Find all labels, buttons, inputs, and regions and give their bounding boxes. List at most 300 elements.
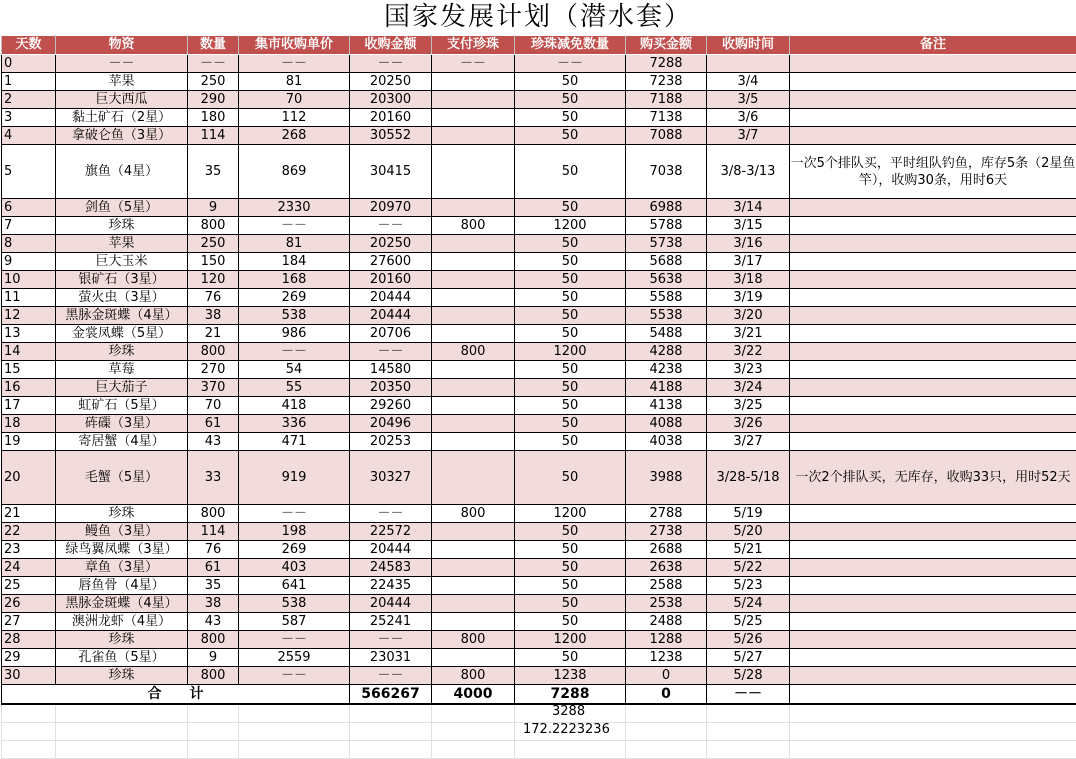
cell-pearl[interactable] [432,199,515,217]
cell-amount[interactable]: 22435 [350,577,432,595]
cell-amount[interactable]: 20250 [350,235,432,253]
cell-buy[interactable]: 5738 [626,235,707,253]
cell-qty[interactable]: 270 [188,361,239,379]
cell-item[interactable]: 巨大茄子 [56,379,188,397]
total-amount[interactable]: 566267 [350,685,432,705]
empty-cell[interactable] [626,704,707,723]
cell-qty[interactable]: 76 [188,541,239,559]
cell-date[interactable]: 3/8-3/13 [707,145,790,199]
cell-note[interactable] [790,613,1076,631]
cell-date[interactable]: 3/27 [707,433,790,451]
cell-buy[interactable]: 3988 [626,451,707,505]
cell-amount[interactable]: 23031 [350,649,432,667]
cell-pearl[interactable] [432,379,515,397]
cell-note[interactable] [790,55,1076,73]
footer-value-1[interactable]: 3288 [552,704,585,719]
cell-buy[interactable]: 0 [626,667,707,685]
cell-price[interactable]: 269 [239,289,350,307]
cell-note[interactable] [790,73,1076,91]
cell-pearl[interactable] [432,91,515,109]
cell-date[interactable]: 3/28-5/18 [707,451,790,505]
cell-item[interactable]: 珍珠 [56,631,188,649]
cell-pearl[interactable] [432,271,515,289]
cell-qty[interactable]: 76 [188,289,239,307]
cell-pearl[interactable] [432,559,515,577]
cell-reduce[interactable]: 50 [515,397,626,415]
cell-amount[interactable]: 25241 [350,613,432,631]
cell-reduce[interactable]: 50 [515,595,626,613]
cell-day[interactable]: 8 [2,235,56,253]
cell-note[interactable] [790,667,1076,685]
cell-note[interactable] [790,307,1076,325]
cell-date[interactable]: 5/23 [707,577,790,595]
empty-cell[interactable] [432,741,515,759]
empty-cell[interactable] [2,741,56,759]
cell-item[interactable]: 草莓 [56,361,188,379]
header-reduce[interactable]: 珍珠减免数量 [515,36,626,55]
cell-date[interactable]: 3/19 [707,289,790,307]
cell-note[interactable] [790,199,1076,217]
cell-buy[interactable]: 5688 [626,253,707,271]
cell-day[interactable]: 6 [2,199,56,217]
cell-buy[interactable]: 4088 [626,415,707,433]
cell-price[interactable]: 418 [239,397,350,415]
header-pearl[interactable]: 支付珍珠 [432,36,515,55]
cell-date[interactable] [707,55,790,73]
header-note[interactable]: 备注 [790,36,1076,55]
cell-reduce[interactable]: 1200 [515,631,626,649]
cell-buy[interactable]: 2538 [626,595,707,613]
cell-pearl[interactable] [432,253,515,271]
cell-pearl[interactable] [432,109,515,127]
cell-pearl[interactable] [432,433,515,451]
cell-date[interactable]: 3/7 [707,127,790,145]
cell-date[interactable]: 5/22 [707,559,790,577]
cell-reduce[interactable]: 50 [515,541,626,559]
cell-item[interactable]: 黑脉金斑蝶（4星） [56,307,188,325]
cell-reduce[interactable]: 50 [515,415,626,433]
cell-day[interactable]: 5 [2,145,56,199]
cell-note[interactable] [790,253,1076,271]
cell-price[interactable]: 55 [239,379,350,397]
cell-price[interactable]: 268 [239,127,350,145]
cell-date[interactable]: 3/22 [707,343,790,361]
cell-amount[interactable]: 20250 [350,73,432,91]
cell-price[interactable]: 919 [239,451,350,505]
cell-buy[interactable]: 4138 [626,397,707,415]
cell-date[interactable]: 3/5 [707,91,790,109]
cell-item[interactable]: 拿破仑鱼（3星） [56,127,188,145]
cell-buy[interactable]: 7238 [626,73,707,91]
cell-date[interactable]: 5/27 [707,649,790,667]
cell-pearl[interactable]: 800 [432,667,515,685]
cell-item[interactable]: 鳗鱼（3星） [56,523,188,541]
empty-cell[interactable] [188,741,239,759]
cell-reduce[interactable]: 50 [515,199,626,217]
cell-qty[interactable]: 114 [188,523,239,541]
cell-amount[interactable]: 20496 [350,415,432,433]
cell-note[interactable] [790,397,1076,415]
cell-buy[interactable]: 7138 [626,109,707,127]
cell-qty[interactable]: 250 [188,235,239,253]
cell-reduce[interactable]: 50 [515,613,626,631]
total-label[interactable]: 合 计 [2,685,350,705]
cell-note[interactable] [790,649,1076,667]
cell-day[interactable]: 2 [2,91,56,109]
cell-date[interactable]: 3/16 [707,235,790,253]
cell-buy[interactable]: 4288 [626,343,707,361]
cell-buy[interactable]: 2688 [626,541,707,559]
empty-cell[interactable] [790,741,1076,759]
cell-note[interactable] [790,523,1076,541]
cell-pearl[interactable] [432,415,515,433]
cell-pearl[interactable] [432,361,515,379]
cell-date[interactable]: 3/15 [707,217,790,235]
cell-reduce[interactable]: 50 [515,433,626,451]
cell-note[interactable] [790,415,1076,433]
cell-pearl[interactable] [432,145,515,199]
empty-cell[interactable] [239,741,350,759]
cell-item[interactable]: －－ [56,55,188,73]
cell-item[interactable]: 毛蟹（5星） [56,451,188,505]
cell-pearl[interactable] [432,541,515,559]
cell-price[interactable]: －－ [239,55,350,73]
cell-note[interactable] [790,379,1076,397]
cell-amount[interactable]: 27600 [350,253,432,271]
cell-item[interactable]: 唇鱼骨（4星） [56,577,188,595]
cell-qty[interactable]: 370 [188,379,239,397]
footer-value-2[interactable]: 172.2223236 [523,722,610,737]
cell-pearl[interactable] [432,523,515,541]
cell-pearl[interactable]: 800 [432,631,515,649]
cell-note[interactable] [790,505,1076,523]
cell-price[interactable]: 986 [239,325,350,343]
header-item[interactable]: 物资 [56,36,188,55]
cell-buy[interactable]: 2588 [626,577,707,595]
cell-pearl[interactable] [432,73,515,91]
cell-date[interactable]: 3/23 [707,361,790,379]
cell-qty[interactable]: 21 [188,325,239,343]
header-date[interactable]: 收购时间 [707,36,790,55]
cell-item[interactable]: 虹矿石（5星） [56,397,188,415]
cell-buy[interactable]: 6988 [626,199,707,217]
empty-cell[interactable] [515,741,626,759]
cell-price[interactable]: 168 [239,271,350,289]
cell-price[interactable]: 2330 [239,199,350,217]
cell-amount[interactable]: 30327 [350,451,432,505]
cell-note[interactable] [790,361,1076,379]
cell-qty[interactable]: 9 [188,199,239,217]
cell-reduce[interactable]: 50 [515,145,626,199]
cell-note[interactable] [790,433,1076,451]
cell-qty[interactable]: 800 [188,217,239,235]
cell-note[interactable] [790,541,1076,559]
cell-reduce[interactable]: 50 [515,559,626,577]
cell-amount[interactable]: 20444 [350,595,432,613]
cell-price[interactable]: 112 [239,109,350,127]
cell-pearl[interactable]: 800 [432,505,515,523]
cell-buy[interactable]: 2788 [626,505,707,523]
cell-reduce[interactable]: 50 [515,289,626,307]
cell-day[interactable]: 30 [2,667,56,685]
cell-note[interactable] [790,325,1076,343]
cell-item[interactable]: 银矿石（3星） [56,271,188,289]
cell-item[interactable]: 章鱼（3星） [56,559,188,577]
cell-qty[interactable]: 800 [188,631,239,649]
cell-item[interactable]: 黑脉金斑蝶（4星） [56,595,188,613]
cell-note[interactable] [790,217,1076,235]
empty-cell[interactable] [239,704,350,723]
cell-qty[interactable]: 35 [188,577,239,595]
cell-note[interactable] [790,109,1076,127]
cell-qty[interactable]: 38 [188,595,239,613]
cell-pearl[interactable] [432,235,515,253]
cell-day[interactable]: 12 [2,307,56,325]
cell-reduce[interactable]: 1200 [515,343,626,361]
cell-buy[interactable]: 5638 [626,271,707,289]
cell-pearl[interactable] [432,289,515,307]
cell-date[interactable]: 3/14 [707,199,790,217]
cell-price[interactable]: 2559 [239,649,350,667]
cell-note[interactable] [790,343,1076,361]
cell-day[interactable]: 7 [2,217,56,235]
header-amount[interactable]: 收购金额 [350,36,432,55]
cell-price[interactable]: 198 [239,523,350,541]
cell-qty[interactable]: 9 [188,649,239,667]
cell-reduce[interactable]: 50 [515,271,626,289]
cell-price[interactable]: 587 [239,613,350,631]
cell-price[interactable]: 54 [239,361,350,379]
cell-note[interactable]: 一次5个排队买，平时组队钓鱼，库存5条（2星鱼竿），收购30条，用时6天 [790,145,1076,199]
cell-price[interactable]: －－ [239,667,350,685]
cell-amount[interactable]: 20160 [350,271,432,289]
cell-date[interactable]: 3/25 [707,397,790,415]
cell-buy[interactable]: 1238 [626,649,707,667]
cell-amount[interactable]: 20444 [350,289,432,307]
cell-day[interactable]: 14 [2,343,56,361]
cell-price[interactable]: 81 [239,73,350,91]
cell-amount[interactable]: 29260 [350,397,432,415]
cell-item[interactable]: 苹果 [56,235,188,253]
cell-date[interactable]: 3/21 [707,325,790,343]
cell-qty[interactable]: 43 [188,613,239,631]
cell-buy[interactable]: 7288 [626,55,707,73]
empty-cell[interactable] [350,704,432,723]
cell-day[interactable]: 28 [2,631,56,649]
cell-day[interactable]: 21 [2,505,56,523]
cell-buy[interactable]: 5538 [626,307,707,325]
cell-day[interactable]: 17 [2,397,56,415]
cell-price[interactable]: 538 [239,307,350,325]
cell-date[interactable]: 5/26 [707,631,790,649]
cell-pearl[interactable] [432,613,515,631]
cell-pearl[interactable] [432,451,515,505]
cell-qty[interactable]: 800 [188,505,239,523]
cell-buy[interactable]: 2738 [626,523,707,541]
cell-date[interactable]: 5/20 [707,523,790,541]
cell-item[interactable]: 珍珠 [56,667,188,685]
cell-day[interactable]: 29 [2,649,56,667]
cell-day[interactable]: 13 [2,325,56,343]
cell-date[interactable]: 3/20 [707,307,790,325]
cell-note[interactable] [790,631,1076,649]
cell-reduce[interactable]: 1200 [515,505,626,523]
cell-amount[interactable]: －－ [350,505,432,523]
cell-reduce[interactable]: 50 [515,379,626,397]
cell-buy[interactable]: 5488 [626,325,707,343]
cell-buy[interactable]: 7038 [626,145,707,199]
total-reduce[interactable]: 7288 [515,685,626,705]
cell-pearl[interactable] [432,397,515,415]
cell-reduce[interactable]: 50 [515,127,626,145]
cell-day[interactable]: 24 [2,559,56,577]
cell-amount[interactable]: 20444 [350,541,432,559]
cell-item[interactable]: 澳洲龙虾（4星） [56,613,188,631]
cell-item[interactable]: 珍珠 [56,343,188,361]
cell-day[interactable]: 26 [2,595,56,613]
cell-day[interactable]: 20 [2,451,56,505]
cell-item[interactable]: 珍珠 [56,505,188,523]
cell-reduce[interactable]: 50 [515,73,626,91]
cell-buy[interactable]: 4038 [626,433,707,451]
cell-reduce[interactable]: 50 [515,523,626,541]
cell-buy[interactable]: 4238 [626,361,707,379]
total-buy[interactable]: 0 [626,685,707,705]
cell-buy[interactable]: 1288 [626,631,707,649]
cell-note[interactable] [790,595,1076,613]
cell-buy[interactable]: 2638 [626,559,707,577]
empty-cell[interactable] [432,704,515,723]
cell-item[interactable]: 黏土矿石（2星） [56,109,188,127]
cell-note[interactable] [790,91,1076,109]
cell-item[interactable]: 巨大玉米 [56,253,188,271]
cell-pearl[interactable]: 800 [432,343,515,361]
cell-reduce[interactable]: 50 [515,307,626,325]
header-price[interactable]: 集市收购单价 [239,36,350,55]
cell-date[interactable]: 5/24 [707,595,790,613]
cell-day[interactable]: 10 [2,271,56,289]
cell-price[interactable]: －－ [239,631,350,649]
cell-day[interactable]: 3 [2,109,56,127]
cell-date[interactable]: 3/6 [707,109,790,127]
cell-date[interactable]: 5/25 [707,613,790,631]
cell-pearl[interactable] [432,595,515,613]
cell-note[interactable] [790,559,1076,577]
empty-cell[interactable] [707,704,790,723]
cell-pearl[interactable]: －－ [432,55,515,73]
empty-cell[interactable] [188,704,239,723]
cell-qty[interactable]: 61 [188,415,239,433]
cell-qty[interactable]: 800 [188,343,239,361]
cell-qty[interactable]: 290 [188,91,239,109]
empty-cell[interactable] [350,741,432,759]
cell-qty[interactable]: 800 [188,667,239,685]
cell-amount[interactable]: 20970 [350,199,432,217]
cell-qty[interactable]: －－ [188,55,239,73]
cell-reduce[interactable]: 1238 [515,667,626,685]
cell-date[interactable]: 5/19 [707,505,790,523]
cell-date[interactable]: 3/18 [707,271,790,289]
cell-amount[interactable]: －－ [350,217,432,235]
cell-amount[interactable]: －－ [350,667,432,685]
cell-price[interactable]: 269 [239,541,350,559]
cell-day[interactable]: 0 [2,55,56,73]
cell-amount[interactable]: 20706 [350,325,432,343]
cell-item[interactable]: 巨大西瓜 [56,91,188,109]
cell-price[interactable]: －－ [239,505,350,523]
cell-item[interactable]: 苹果 [56,73,188,91]
cell-day[interactable]: 18 [2,415,56,433]
cell-pearl[interactable] [432,127,515,145]
cell-amount[interactable]: 20253 [350,433,432,451]
cell-date[interactable]: 3/24 [707,379,790,397]
header-buy[interactable]: 购买金额 [626,36,707,55]
cell-price[interactable]: 81 [239,235,350,253]
cell-price[interactable]: 869 [239,145,350,199]
cell-item[interactable]: 萤火虫（3星） [56,289,188,307]
total-note[interactable] [790,685,1076,705]
cell-amount[interactable]: 30415 [350,145,432,199]
cell-price[interactable]: 70 [239,91,350,109]
cell-date[interactable]: 3/4 [707,73,790,91]
cell-qty[interactable]: 120 [188,271,239,289]
cell-price[interactable]: 471 [239,433,350,451]
empty-cell[interactable] [626,741,707,759]
cell-pearl[interactable] [432,307,515,325]
cell-price[interactable]: －－ [239,343,350,361]
cell-price[interactable]: 641 [239,577,350,595]
header-qty[interactable]: 数量 [188,36,239,55]
cell-day[interactable]: 27 [2,613,56,631]
cell-item[interactable]: 寄居蟹（4星） [56,433,188,451]
cell-amount[interactable]: －－ [350,631,432,649]
cell-item[interactable]: 孔雀鱼（5星） [56,649,188,667]
cell-pearl[interactable] [432,577,515,595]
cell-buy[interactable]: 4188 [626,379,707,397]
cell-day[interactable]: 16 [2,379,56,397]
cell-pearl[interactable]: 800 [432,217,515,235]
cell-qty[interactable]: 180 [188,109,239,127]
cell-day[interactable]: 23 [2,541,56,559]
cell-buy[interactable]: 7188 [626,91,707,109]
cell-day[interactable]: 4 [2,127,56,145]
cell-note[interactable] [790,235,1076,253]
empty-cell[interactable] [2,704,56,723]
cell-pearl[interactable] [432,649,515,667]
cell-note[interactable] [790,577,1076,595]
cell-qty[interactable]: 33 [188,451,239,505]
cell-amount[interactable]: 22572 [350,523,432,541]
cell-note[interactable] [790,271,1076,289]
header-day[interactable]: 天数 [2,36,56,55]
cell-note[interactable] [790,289,1076,307]
cell-reduce[interactable]: 50 [515,577,626,595]
cell-buy[interactable]: 7088 [626,127,707,145]
cell-day[interactable]: 1 [2,73,56,91]
cell-day[interactable]: 9 [2,253,56,271]
cell-amount[interactable]: 20350 [350,379,432,397]
cell-reduce[interactable]: 50 [515,649,626,667]
cell-price[interactable]: 403 [239,559,350,577]
cell-reduce[interactable]: 50 [515,325,626,343]
total-pearl[interactable]: 4000 [432,685,515,705]
cell-reduce[interactable]: 50 [515,109,626,127]
cell-qty[interactable]: 43 [188,433,239,451]
total-date[interactable]: －－ [707,685,790,705]
cell-item[interactable]: 绿鸟翼凤蝶（3星） [56,541,188,559]
cell-amount[interactable]: 20444 [350,307,432,325]
cell-amount[interactable]: 20300 [350,91,432,109]
